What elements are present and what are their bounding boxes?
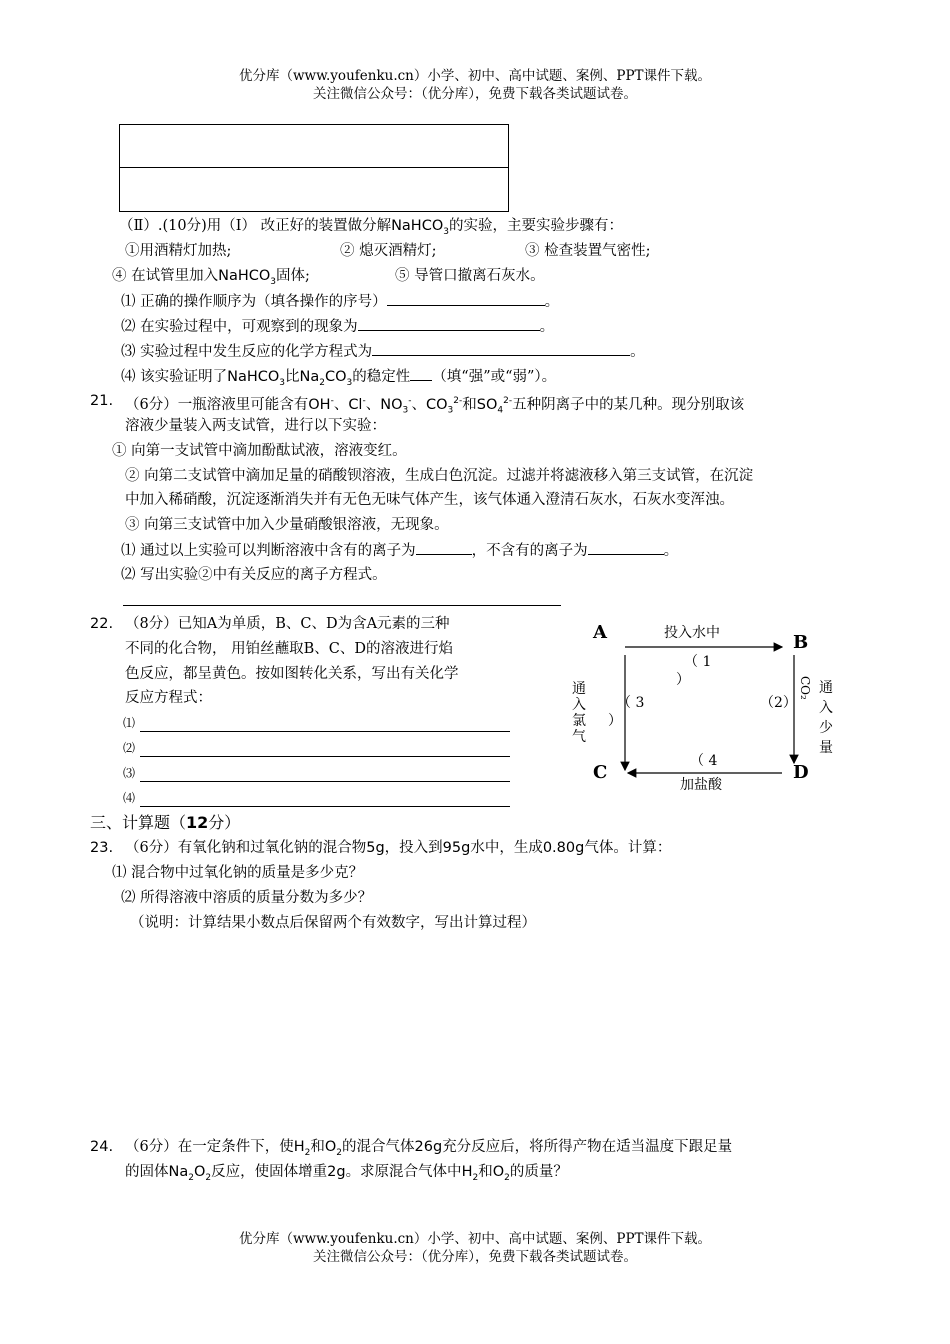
- q22-answer-3-line[interactable]: [140, 781, 510, 782]
- section-3-title: 三、计算题（12分）: [90, 813, 241, 832]
- answer-blank[interactable]: [387, 291, 545, 306]
- label-dc: 加盐酸: [680, 777, 722, 793]
- label-ac-num-close: ）: [608, 713, 622, 729]
- q22-answer-2-line[interactable]: [140, 756, 510, 757]
- q22-line-1: （8分）已知A为单质，B、C、D为含A元素的三种: [125, 616, 450, 632]
- table-row-1: [119, 124, 509, 168]
- part2-question-2: ⑵ 在实验过程中，可观察到的现象为 。: [121, 316, 554, 337]
- q21-experiment-1: ① 向第一支试管中滴加酚酞试液，溶液变红。: [112, 443, 407, 459]
- part2-step-5: ⑤ 导管口撤离石灰水。: [395, 268, 545, 284]
- q21-number: 21.: [90, 393, 114, 409]
- q21-subquestion-1: ⑴ 通过以上实验可以判断溶液中含有的离子为 ，不含有的离子为 。: [121, 540, 678, 561]
- label-ac: 通 入 氯 气: [572, 681, 586, 745]
- label-ab: 投入水中: [664, 625, 720, 641]
- label-ab-num: （ 1: [684, 654, 712, 670]
- q23-number: 23.: [90, 840, 114, 856]
- node-a: A: [593, 622, 607, 643]
- q21-experiment-3: ③ 向第三支试管中加入少量硝酸银溶液，无现象。: [125, 517, 449, 533]
- header-line-1: 优分库（www.youfenku.cn）小学、初中、高中试题、案例、PPT课件下载。: [238, 68, 712, 84]
- q24-line-1: （6分）在一定条件下，使$H_2$和$O_2$的混合气体26g充分反应后，将所得产物在适当温度下跟足量: [125, 1139, 733, 1158]
- part2-question-1: ⑴ 正确的操作顺序为（填各操作的序号） 。: [121, 291, 559, 312]
- q21-experiment-2a: ② 向第二支试管中滴加足量的硝酸钡溶液，生成白色沉淀。过滤并将滤液移入第三支试管，在沉淀: [125, 468, 754, 484]
- q24-line-2: 的固体$Na_2O_2$反应，使固体增重2g。求原混合气体中$H_2$和$O_2$的质量？: [125, 1164, 568, 1183]
- q22-line-2: 不同的化合物， 用铂丝蘸取B、C、D的溶液进行焰: [125, 641, 453, 657]
- q23-note: （说明：计算结果小数点后保留两个有效数字，写出计算过程）: [130, 915, 536, 931]
- q22-answer-3-label: ⑶: [123, 766, 136, 780]
- part2-step-1: ①用酒精灯加热;: [125, 243, 232, 259]
- q23-subquestion-1: ⑴ 混合物中过氧化钠的质量是多少克？: [112, 865, 364, 881]
- q21-subquestion-2: ⑵ 写出实验②中有关反应的离子方程式。: [121, 567, 387, 583]
- part2-step-3: ③ 检查装置气密性;: [525, 243, 651, 259]
- answer-blank[interactable]: [416, 540, 472, 555]
- q21-experiment-2b: 中加入稀硝酸，沉淀逐渐消失并有无色无味气体产生，该气体通入澄清石灰水，石灰水变浑浊。: [125, 492, 734, 508]
- footer-line-2: 关注微信公众号：（优分库），免费下载各类试题试卷。: [313, 1249, 637, 1265]
- answer-blank[interactable]: [358, 316, 540, 331]
- label-bd-co2: CO₂: [798, 676, 812, 700]
- answer-blank[interactable]: [588, 540, 664, 555]
- label-bd-num: （2）: [760, 695, 797, 711]
- q22-line-3: 色反应，都呈黄色。按如图转化关系，写出有关化学: [125, 666, 459, 682]
- label-ab-num-close: ）: [676, 672, 690, 688]
- table-row-2: [119, 167, 509, 212]
- answer-line[interactable]: [123, 605, 561, 606]
- label-ac-num: （ 3: [617, 695, 645, 711]
- label-bd: 通 入 少 量: [819, 680, 833, 756]
- node-b: B: [793, 632, 809, 653]
- q22-number: 22.: [90, 616, 114, 632]
- q23-line-1: （6分）有氧化钠和过氧化钠的混合物5g，投入到95g水中，生成0.80g气体。计算：: [125, 840, 672, 856]
- part2-step-4: ④ 在试管里加入NaHCO$_3$固体;: [112, 268, 310, 287]
- node-c: C: [593, 762, 608, 783]
- q22-answer-4-label: ⑷: [123, 791, 136, 805]
- answer-blank[interactable]: [410, 366, 432, 381]
- part2-step-2: ② 熄灭酒精灯;: [340, 243, 437, 259]
- q22-answer-2-label: ⑵: [123, 741, 136, 755]
- q22-answer-4-line[interactable]: [140, 806, 510, 807]
- q24-number: 24.: [90, 1139, 114, 1155]
- q23-subquestion-2: ⑵ 所得溶液中溶质的质量分数为多少？: [121, 890, 373, 906]
- q22-answer-1-line[interactable]: [140, 731, 510, 732]
- answer-blank[interactable]: [372, 341, 630, 356]
- part2-intro: （Ⅱ）.(10分)用（Ⅰ） 改正好的装置做分解NaHCO$_3$的实验，主要实验步骤有：: [119, 218, 623, 237]
- footer-line-1: 优分库（www.youfenku.cn）小学、初中、高中试题、案例、PPT课件下载。: [238, 1231, 712, 1247]
- q21-line-2: 溶液少量装入两支试管，进行以下实验：: [125, 418, 386, 434]
- part2-question-3: ⑶ 实验过程中发生反应的化学方程式为 。: [121, 341, 645, 362]
- part2-question-4: ⑷ 该实验证明了NaHCO$_3$比$Na_2CO_3$的稳定性 （填“强”或“弱”）。: [121, 366, 556, 393]
- header-line-2: 关注微信公众号：（优分库），免费下载各类试题试卷。: [313, 86, 637, 102]
- q21-line-1: （6分）一瓶溶液里可能含有OH-、Cl-、$NO_3^-$、$CO_3^{2-}$和$SO_4^{2-}$五种阴离子中的某几种。现分别取该: [125, 396, 745, 416]
- label-dc-num: （ 4: [690, 753, 718, 769]
- q22-line-4: 反应方程式：: [125, 690, 212, 706]
- node-d: D: [793, 762, 809, 783]
- q22-answer-1-label: ⑴: [123, 716, 136, 730]
